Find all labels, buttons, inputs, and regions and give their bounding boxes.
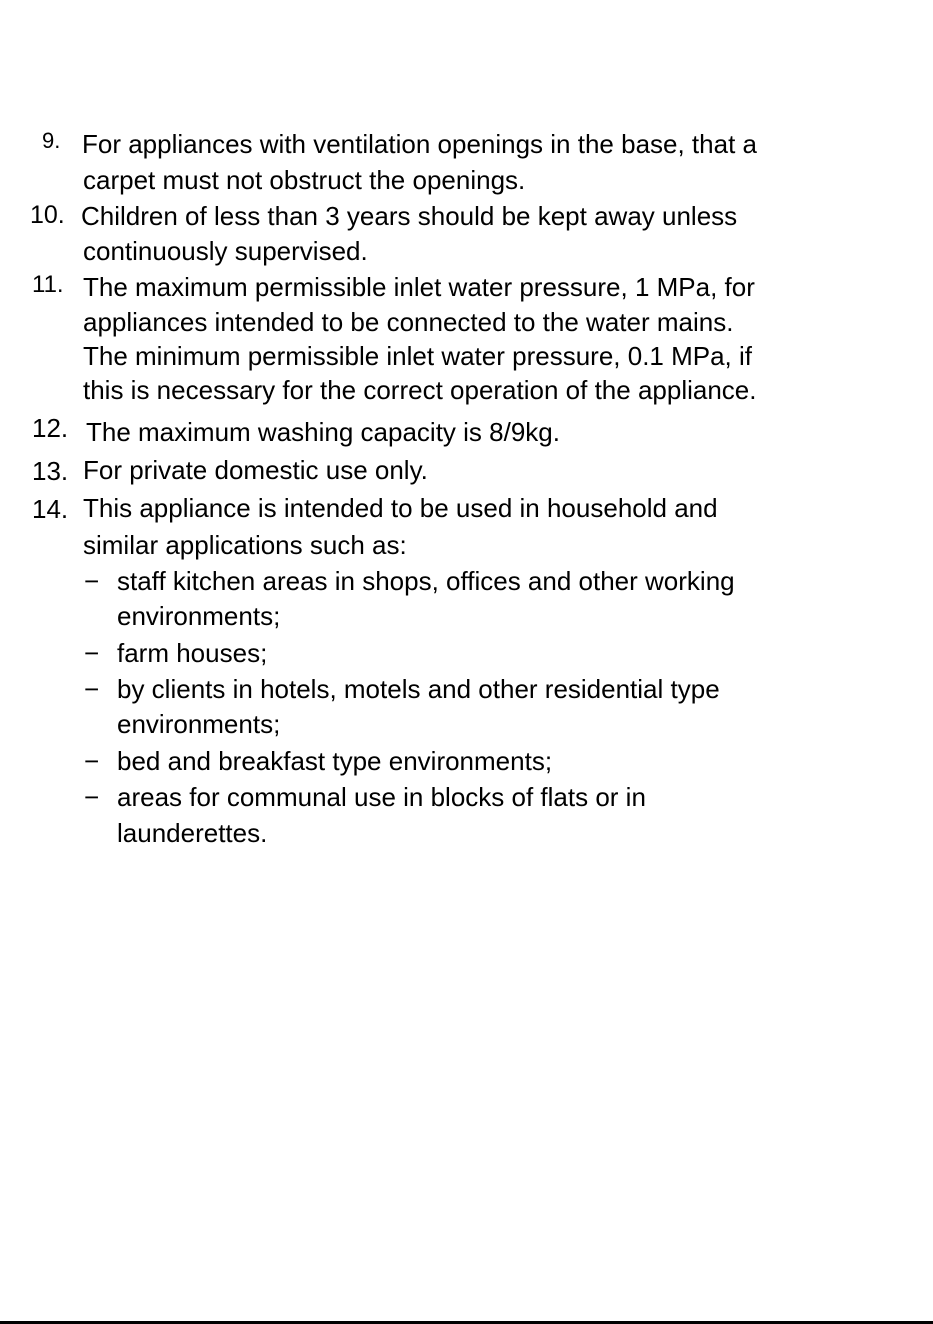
item-text-line: similar applications such as: <box>83 530 407 560</box>
sub-item-text-line: staff kitchen areas in shops, offices and other working <box>117 566 735 596</box>
item-text-line: this is necessary for the correct operation of the appliance. <box>83 375 757 405</box>
item-number: 13. <box>32 456 69 486</box>
item-text-line: The maximum washing capacity is 8/9kg. <box>86 417 560 447</box>
sub-item-text-line: farm houses; <box>117 638 268 668</box>
list-dash: − <box>84 674 100 704</box>
sub-item-text-line: by clients in hotels, motels and other residential type <box>117 674 720 704</box>
sub-item-text-line: environments; <box>117 709 281 739</box>
sub-item-text-line: environments; <box>117 601 281 631</box>
sub-item-text-line: launderettes. <box>117 818 268 848</box>
item-text-line: continuously supervised. <box>83 236 368 266</box>
list-dash: − <box>84 566 100 596</box>
list-dash: − <box>84 746 100 776</box>
list-dash: − <box>84 638 100 668</box>
item-text-line: appliances intended to be connected to the water mains. <box>83 307 734 337</box>
item-text-line: The minimum permissible inlet water pressure, 0.1 MPa, if <box>83 341 753 371</box>
sub-item-text-line: areas for communal use in blocks of flats or in <box>117 782 646 812</box>
item-number: 9. <box>42 128 61 153</box>
item-text-line: For private domestic use only. <box>83 455 428 485</box>
item-number: 10. <box>30 201 65 229</box>
sub-item-text-line: bed and breakfast type environments; <box>117 746 553 776</box>
item-number: 14. <box>32 494 69 524</box>
item-number: 11. <box>32 271 64 298</box>
item-text-line: For appliances with ventilation openings in the base, that a <box>82 129 757 159</box>
item-text-line: Children of less than 3 years should be kept away unless <box>81 201 738 231</box>
item-text-line: carpet must not obstruct the openings. <box>83 165 526 195</box>
item-number: 12. <box>32 413 69 443</box>
list-dash: − <box>84 782 100 812</box>
item-text-line: The maximum permissible inlet water pressure, 1 MPa, for <box>83 272 755 302</box>
item-text-line: This appliance is intended to be used in household and <box>83 493 718 523</box>
